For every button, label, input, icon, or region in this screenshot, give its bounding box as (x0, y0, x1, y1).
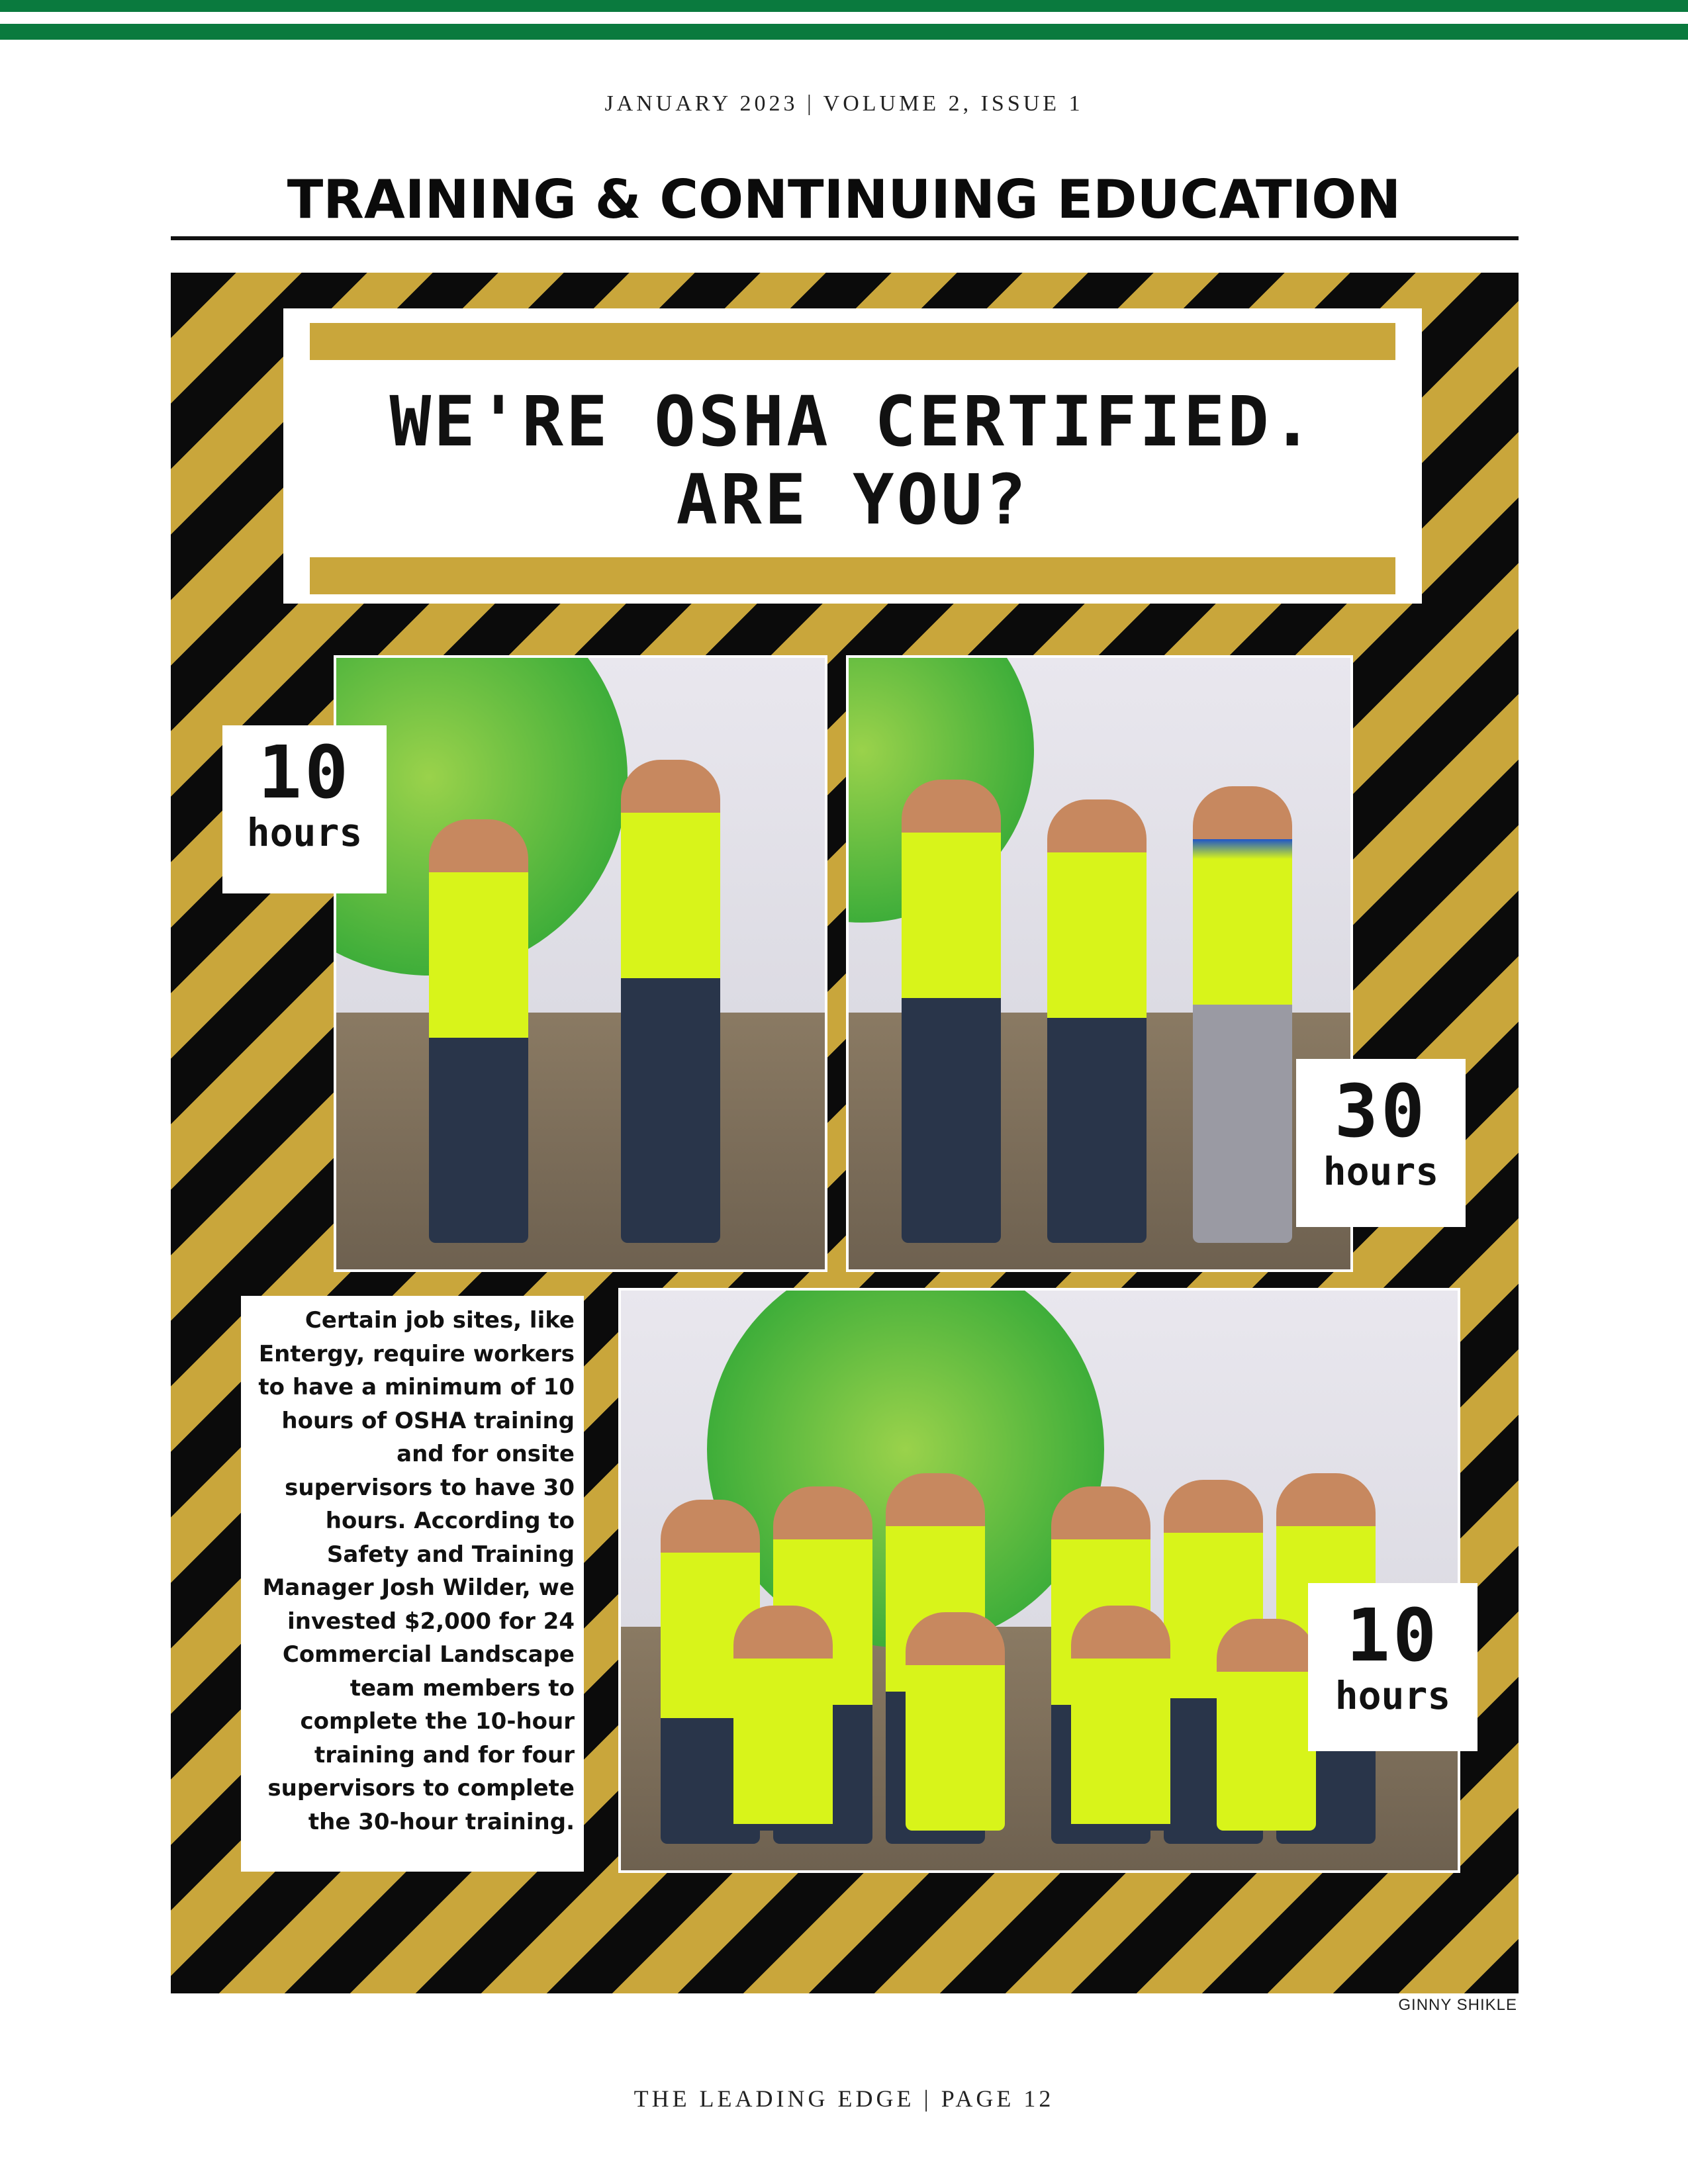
headline-bar-top (310, 323, 1395, 360)
photo-two-workers (334, 655, 827, 1272)
worker-figure (1071, 1606, 1170, 1831)
top-green-band-lower (0, 24, 1688, 40)
page-footer: THE LEADING EDGE | PAGE 12 (633, 2085, 1055, 2112)
headline-line-2: ARE YOU? (676, 459, 1029, 540)
worker-figure (621, 760, 720, 1243)
worker-figure (1193, 786, 1292, 1243)
headline-bar-bottom (310, 557, 1395, 594)
worker-figure (1217, 1619, 1316, 1831)
title-divider (171, 236, 1519, 240)
headline (289, 383, 1417, 539)
hours-badge-10-top (222, 725, 387, 893)
hours-unit: hours (1323, 1149, 1439, 1194)
hours-badge-30 (1296, 1059, 1466, 1227)
worker-figure (429, 819, 528, 1243)
photo-credit: GINNY SHIKLE (1398, 1996, 1517, 2014)
photo-three-workers (846, 655, 1353, 1272)
article-text: Certain job sites, like Entergy, require workers to have a minimum of 10 hours of OSHA training and for onsite supervisors to have 30 hours. According to Safety and Training Manager Josh Wilder, we invested $2,000 for 24 Commercial Landscape team members to complete the 10-hour training and for four supervisors to complete the 30-hour training. (241, 1296, 584, 1872)
section-title: TRAINING & CONTINUING EDUCATION (287, 169, 1401, 230)
hours-badge-10-bottom (1308, 1583, 1477, 1751)
worker-figure (906, 1612, 1005, 1831)
hours-number: 30 (1334, 1069, 1428, 1154)
issue-line: JANUARY 2023 | VOLUME 2, ISSUE 1 (604, 91, 1084, 116)
hours-number: 10 (258, 730, 352, 815)
hours-unit: hours (246, 810, 363, 855)
headline-box (283, 308, 1422, 604)
top-green-band (0, 0, 1688, 12)
headline-line-1: WE'RE OSHA CERTIFIED. (389, 381, 1316, 462)
photo-group-with-certificates (618, 1288, 1460, 1873)
hours-number: 10 (1346, 1593, 1440, 1678)
worker-figure (1047, 799, 1147, 1243)
hours-unit: hours (1335, 1673, 1451, 1718)
worker-figure (733, 1606, 833, 1831)
worker-figure (902, 780, 1001, 1243)
